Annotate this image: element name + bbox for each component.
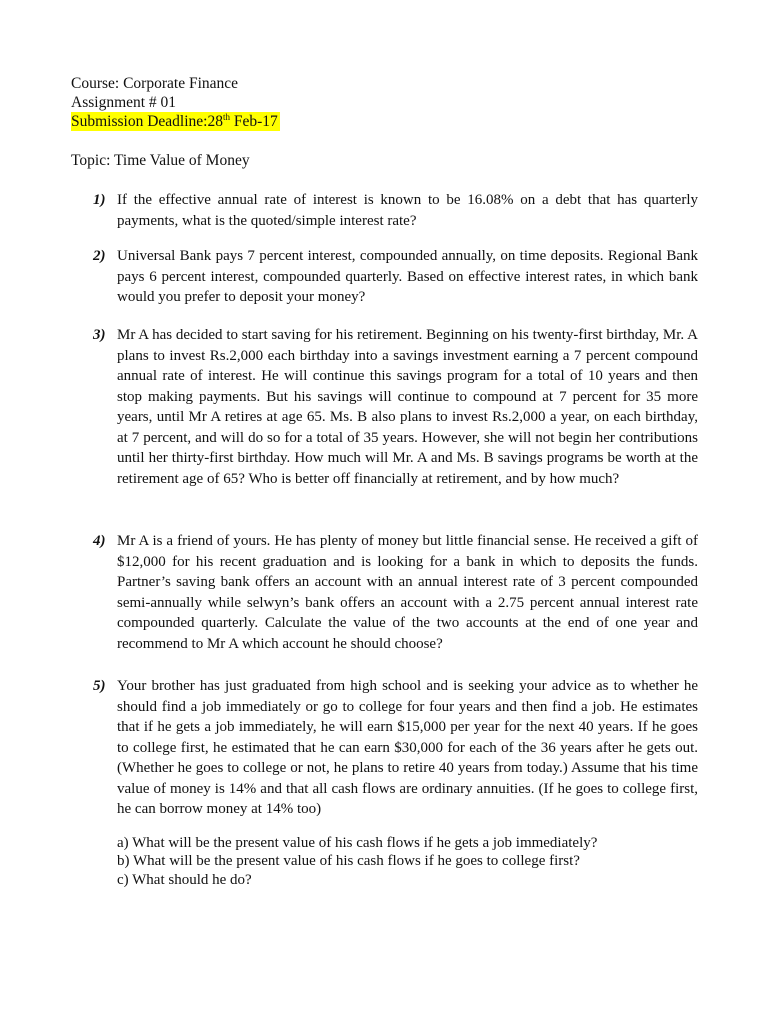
- question-text: If the effective annual rate of interest is known to be 16.08% on a debt that has quarterly payments, what is the quoted/simple interest rate?: [117, 192, 698, 229]
- question-number: 3): [93, 327, 106, 343]
- deadline-suffix: Feb-17: [230, 113, 278, 130]
- assignment-number: Assignment # 01: [71, 94, 177, 111]
- deadline-ordinal: th: [222, 111, 230, 122]
- question-text: Universal Bank pays 7 percent interest, compounded annually, on time deposits. Regional Bank pays 6 percent interest, compounded quarterly. Based on effective interest rates, in which bank would you prefer to deposit your money?: [117, 248, 698, 305]
- submission-deadline: [71, 112, 280, 131]
- question-4: [93, 531, 698, 654]
- subpart-a: a) What will be the present value of his cash flows if he gets a job immediately?: [117, 834, 598, 851]
- course-title: Course: Corporate Finance: [71, 75, 239, 92]
- question-2: [93, 246, 698, 308]
- subpart-b: b) What will be the present value of his cash flows if he goes to college first?: [117, 853, 580, 869]
- question-number: 1): [93, 192, 106, 208]
- question-text: Mr A is a friend of yours. He has plenty of money but little financial sense. He received a gift of $12,000 for his recent graduation and is looking for a bank in which to deposits the funds. Partner’s saving bank offers an account with an annual interest rate of 3 percent compounded semi-annually while selwyn’s bank offers an account with a 2.75 percent annual interest rate compounded quarterly. Calculate the value of the two accounts at the end of one year and recommend to Mr A which account he should choose?: [117, 533, 698, 652]
- deadline-prefix: Submission Deadline:28: [71, 113, 223, 130]
- question-text: Mr A has decided to start saving for his retirement. Beginning on his twenty-first birthday, Mr. A plans to invest Rs.2,000 each birthday into a savings investment earning a 7 percent compound annual rate of interest. He will continue this savings program for a total of 10 years and then stop making payments. But his savings will continue to compound at 7 percent for 35 more years, until Mr A retires at age 65. Ms. B also plans to invest Rs.2,000 a year, on each birthday, at 7 percent, and will do so for a total of 35 years. However, she will not begin her contributions until her thirty-first birthday. How much will Mr. A and Ms. B savings programs be worth at the retirement age of 65? Who is better off financially at retirement, and by how much?: [117, 327, 698, 487]
- question-number: 5): [93, 678, 106, 694]
- question-5: [93, 676, 698, 889]
- question-3: [93, 325, 698, 489]
- question-number: 2): [93, 248, 106, 264]
- deadline-highlight: [71, 112, 280, 131]
- question-text: Your brother has just graduated from high school and is seeking your advice as to whether he should find a job immediately or go to college for four years and then find a job. He estimates that if he gets a job immediately, he will earn $15,000 per year for the next 40 years. If he goes to college first, he estimated that he can earn $30,000 for each of the 36 years after he gets out. (Whether he goes to college or not, he plans to retire 40 years from today.) Assume that his time value of money is 14% and that all cash flows are ordinary annuities. (If he goes to college first, he can borrow money at 14% too): [117, 678, 698, 817]
- question-5-subparts: [117, 834, 698, 890]
- topic-heading: Topic: Time Value of Money: [71, 152, 250, 169]
- assignment-header: [71, 74, 280, 131]
- question-number: 4): [93, 533, 106, 549]
- subpart-c: c) What should he do?: [117, 871, 252, 888]
- question-1: [93, 190, 698, 231]
